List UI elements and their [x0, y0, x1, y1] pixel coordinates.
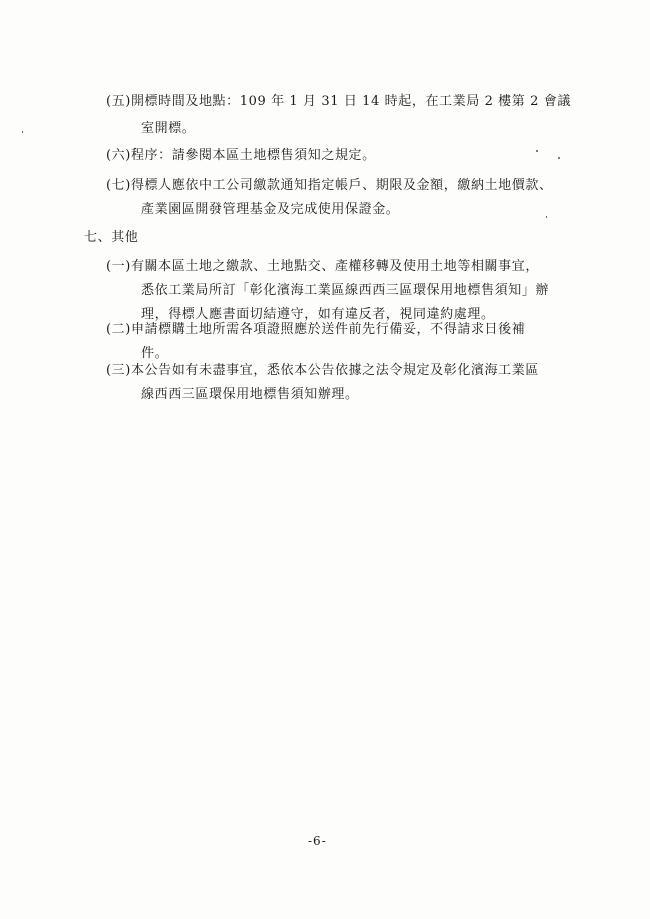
clause-text-line: 程序：請參閱本區土地標售須知之規定。: [130, 148, 376, 163]
clause-marker: (三): [106, 363, 131, 378]
clause-7-2: [106, 319, 525, 365]
scan-speck: [558, 157, 560, 159]
clause-text-line: 有關本區土地之繳款、土地點交、產權移轉及使用土地等相關事宜，: [130, 259, 539, 274]
clause-marker: (七): [106, 178, 131, 193]
clause-text-line: 得標人應依中工公司繳款通知指定帳戶、期限及金額，繳納土地價款、: [130, 178, 553, 193]
clause-marker: (五): [106, 94, 131, 109]
scan-speck: [22, 131, 23, 133]
clause-text-line: 室開標。: [141, 121, 196, 136]
clause-6-7: [106, 175, 553, 221]
clause-text-line: 件。: [141, 346, 169, 361]
clause-7-1: [106, 256, 549, 326]
scan-speck: [536, 150, 538, 152]
clause-marker: (一): [106, 259, 131, 274]
clause-marker: (六): [106, 148, 131, 163]
clause-text-line: 理，得標人應書面切結遵守，如有違反者，視同違約處理。: [141, 307, 495, 322]
clause-text-line: 線西西三區環保用地標售須知辦理。: [141, 387, 359, 402]
clause-6-5: [106, 91, 571, 140]
clause-text-line: 本公告如有未盡事宜，悉依本公告依據之法令規定及彰化濱海工業區: [130, 363, 539, 378]
clause-text-line: 悉依工業局所訂「彰化濱海工業區線西西三區環保用地標售須知」辦: [141, 283, 550, 298]
page-number: -6-: [308, 834, 327, 848]
section-7-heading: 七、其他: [84, 230, 139, 245]
clause-text-line: 產業園區開發管理基金及完成使用保證金。: [141, 202, 400, 217]
scan-speck: [546, 216, 547, 218]
clause-7-3: [106, 360, 539, 406]
clause-marker: (二): [106, 322, 131, 337]
clause-text-line: 開標時間及地點：109 年 1 月 31 日 14 時起，在工業局 2 樓第 2 會議: [130, 94, 571, 109]
clause-6-6: [106, 145, 376, 167]
clause-text-line: 申請標購土地所需各項證照應於送件前先行備妥，不得請求日後補: [130, 322, 526, 337]
